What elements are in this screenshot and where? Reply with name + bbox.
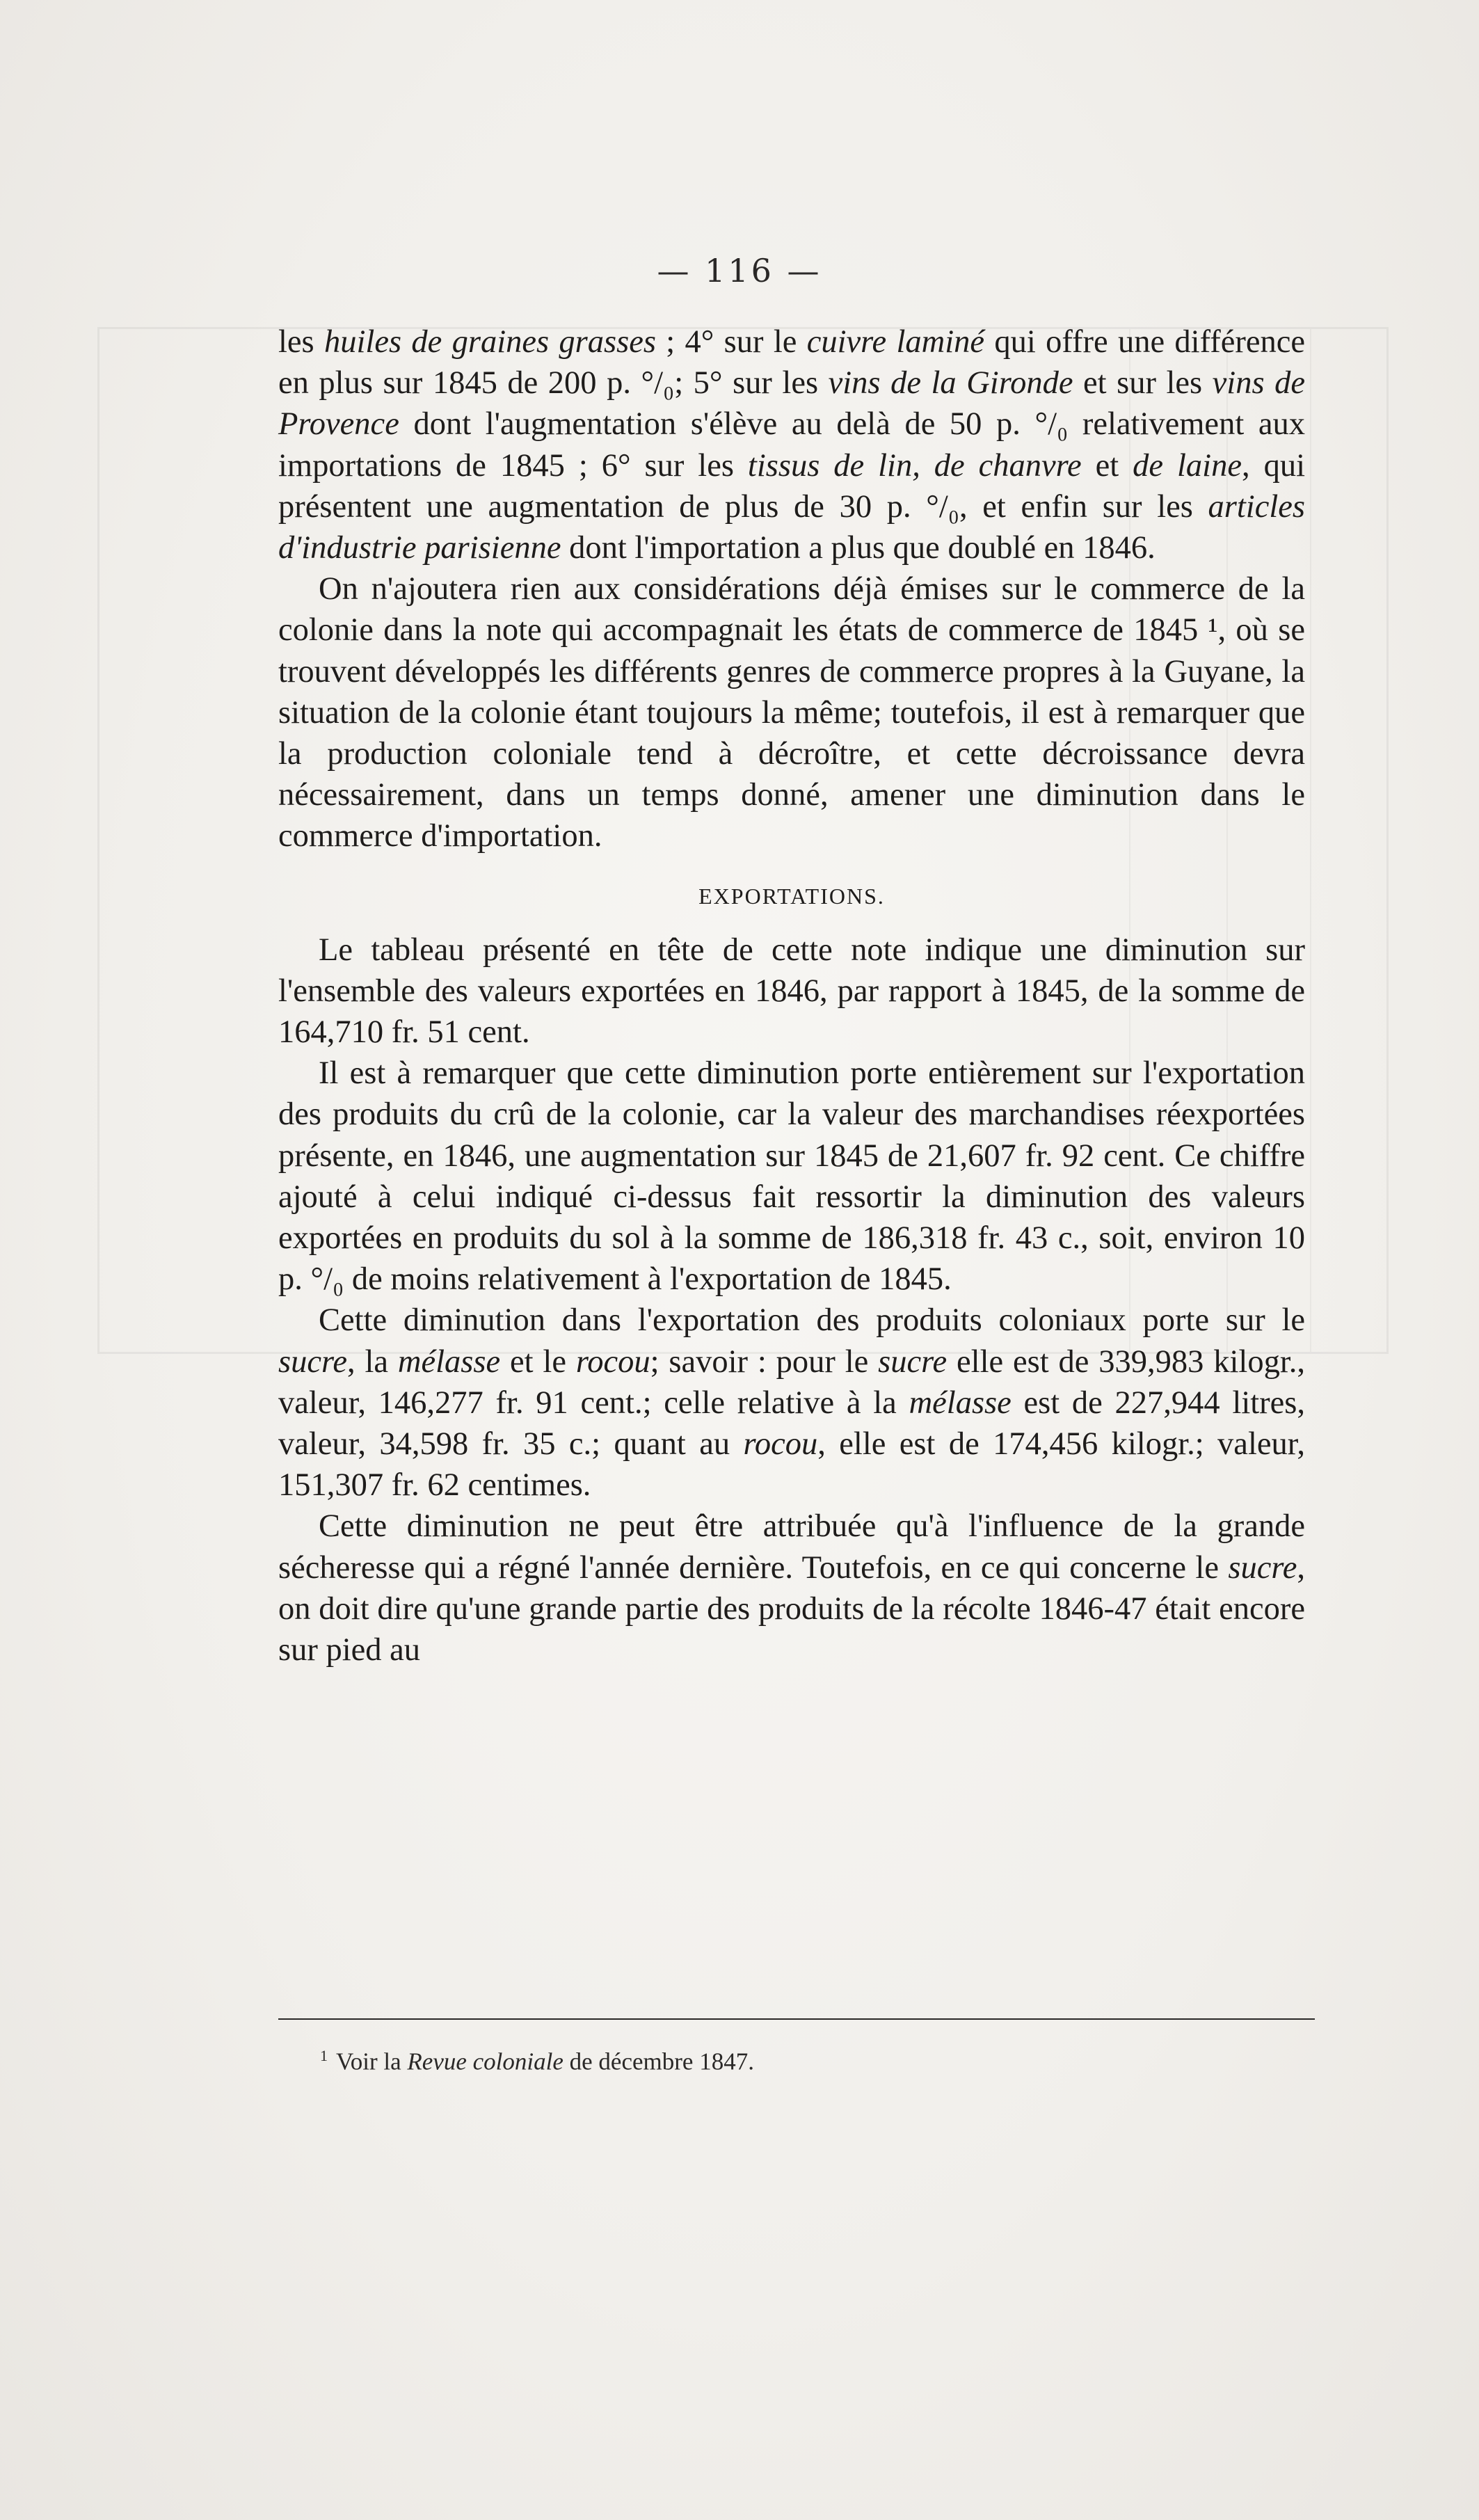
text-run: est de 227,944 litres, valeur, 34,598 fr. 35 c.; quant au <box>278 1385 1305 1462</box>
text-run: ; 4° sur le <box>655 324 807 360</box>
italic-text: sucre <box>278 1343 347 1380</box>
paragraph <box>278 1300 1305 1506</box>
italic-text: sucre <box>1228 1549 1297 1586</box>
footnote-title: Revue coloniale <box>407 2048 563 2075</box>
text-run: dont l'augmentation s'élève au delà de 50 p. °/₀ relativement aux importations de 1845 ; 6° sur les <box>278 406 1305 484</box>
paragraph <box>278 568 1305 856</box>
text-run: , la <box>347 1343 398 1380</box>
footnote-marker: 1 <box>320 2047 328 2064</box>
text-run: les <box>278 324 324 360</box>
italic-text: de laine <box>1133 447 1242 484</box>
page-number: — 116 — <box>657 252 822 289</box>
italic-text: cuivre laminé <box>806 324 985 360</box>
italic-text: sucre <box>878 1343 948 1380</box>
italic-text: vins de Provence <box>278 365 1306 442</box>
text-run: , elle est de 174,456 kilogr.; valeur, 151,307 fr. 62 centimes. <box>278 1426 1306 1504</box>
text-run: dont l'importation a plus que doublé en 1846. <box>561 530 1156 566</box>
italic-text: mélasse <box>909 1385 1012 1421</box>
body-text <box>278 321 1305 1670</box>
italic-text: articles d'industrie parisienne <box>278 488 1305 566</box>
text-run: Il est à remarquer que cette diminution porte entièrement sur l'exportation des produits du crû de la colonie, car la valeur des marchandises réexportées présente, en 1846, une augmentation sur 1845 de 21,607 fr. 92 cent. Ce chiffre ajouté à celui indiqué ci-dessus fait ressortir la diminution des valeurs exportées en produits du sol à la somme de 186,318 fr. 43 c., soit, environ 10 p. °/₀ de moins relativement à l'exportation de 1845. <box>278 1055 1305 1298</box>
text-run: , qui présentent une augmentation de plus de 30 p. °/₀, et enfin sur les <box>278 447 1305 525</box>
text-run: et <box>1081 447 1133 484</box>
text-run: qui offre une différence en plus sur 1845 de 200 p. °/₀; 5° sur les <box>278 324 1306 401</box>
italic-text: huiles de graines grasses <box>323 324 656 360</box>
text-run: Cette diminution dans l'exportation des produits coloniaux porte sur le <box>319 1302 1305 1339</box>
footnote-rule <box>278 2018 1315 2020</box>
paragraph <box>278 930 1305 1053</box>
text-run: On n'ajoutera rien aux considérations déjà émises sur le commerce de la colonie dans la note qui accompagnait les états de commerce de 1845 ¹, où se trouvent développés les différents genres de commerce propres à la Guyane, la situation de la colonie étant toujours la même; toutefois, il est à remarquer que la production coloniale tend à décroître, et cette décroissance devra nécessairement, dans un temps donné, amener une diminution dans le commerce d'importation. <box>278 571 1305 854</box>
text-run: , on doit dire qu'une grande partie des produits de la récolte 1846-47 était encore sur pied au <box>278 1549 1305 1668</box>
paragraphs-after-heading <box>278 930 1305 1671</box>
paragraph <box>278 1506 1305 1670</box>
italic-text: vins de la Gironde <box>828 365 1073 401</box>
italic-text: rocou <box>743 1426 818 1462</box>
italic-text: mélasse <box>397 1343 501 1380</box>
text-run: et le <box>500 1343 576 1380</box>
section-heading: EXPORTATIONS. <box>698 883 885 909</box>
footnote-suffix: de décembre 1847. <box>563 2048 754 2075</box>
paragraph <box>278 321 1305 568</box>
text-run: Le tableau présenté en tête de cette note indique une diminution sur l'ensemble des valeurs exportées en 1846, par rapport à 1845, de la somme de 164,710 fr. 51 cent. <box>278 932 1305 1051</box>
text-run: et sur les <box>1073 365 1213 401</box>
paragraph <box>278 1053 1305 1300</box>
text-run: elle est de 339,983 kilogr., valeur, 146,277 fr. 91 cent.; celle relative à la <box>278 1343 1306 1421</box>
italic-text: tissus de lin, de chanvre <box>747 447 1082 484</box>
paragraphs-before-heading <box>278 321 1305 857</box>
footnote <box>320 2047 754 2076</box>
text-run: Cette diminution ne peut être attribuée qu'à l'influence de la grande sécheresse qui a régné l'année dernière. Toutefois, en ce qui concerne le <box>278 1508 1305 1586</box>
footnote-prefix: Voir la <box>336 2048 408 2075</box>
italic-text: rocou <box>575 1343 650 1380</box>
text-run: ; savoir : pour le <box>650 1343 879 1380</box>
